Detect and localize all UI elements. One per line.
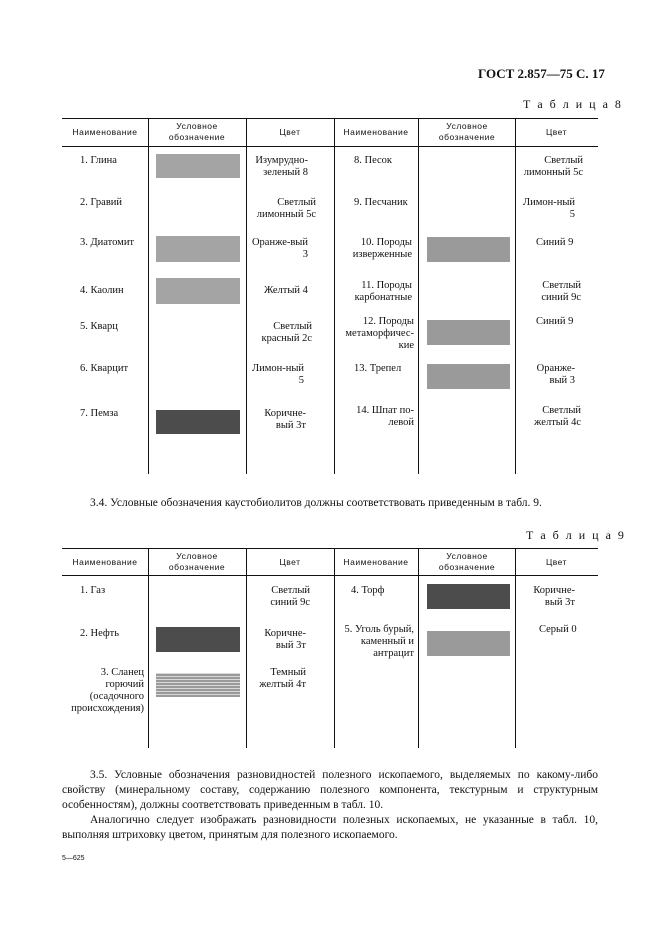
color-swatch <box>427 237 510 262</box>
table9-col-name: Наименование <box>343 557 409 567</box>
table8-row-color: Светлый синий 9с <box>541 280 581 303</box>
table9-caption: Т а б л и ц а 9 <box>526 528 626 542</box>
table8-col-symbol: Условное обозначение <box>168 121 226 142</box>
table9-divider <box>418 548 419 748</box>
table8-row-name: 5. Кварц <box>80 321 118 332</box>
table9-row-name: 2. Нефть <box>80 628 120 639</box>
color-swatch <box>156 410 240 434</box>
color-swatch <box>156 236 240 262</box>
table9-divider <box>148 548 149 748</box>
table8-col-color: Цвет <box>545 127 568 137</box>
color-swatch <box>427 584 510 609</box>
table8-row-name: 2. Гравий <box>80 197 123 208</box>
color-swatch <box>156 154 240 178</box>
footer-code: 5—625 <box>62 855 85 862</box>
table8-row-name: 8. Песок <box>354 155 393 166</box>
table8-row-color: Изумрудно-зеленый 8 <box>255 155 308 178</box>
table8-row-color: Светлый желтый 4с <box>534 405 581 428</box>
table8-row-name: 11. Породы карбонатные <box>354 280 412 303</box>
table9-col-color: Цвет <box>279 557 301 567</box>
table8-top-rule <box>62 118 598 119</box>
table8-row-name: 13. Трепел <box>354 363 402 374</box>
table8-caption: Т а б л и ц а 8 <box>523 97 623 111</box>
table9-row-color: Светлый синий 9с <box>270 585 310 608</box>
color-swatch <box>156 627 240 652</box>
table8-divider <box>418 118 419 474</box>
table8-row-name: 7. Пемза <box>80 408 119 419</box>
table8-row-name: 9. Песчаник <box>354 197 408 208</box>
table8-row-name: 3. Диатомит <box>80 237 135 248</box>
table9-col-symbol: Условное обозначение <box>438 551 496 572</box>
page-header-title: ГОСТ 2.857—75 С. 17 <box>478 66 605 81</box>
table8-divider <box>246 118 247 474</box>
table8-row-color: Коричне-вый 3т <box>264 408 306 431</box>
table8-divider <box>334 118 335 474</box>
table9-divider <box>334 548 335 748</box>
table8-row-color: Лимон-ный 5 <box>251 363 304 386</box>
table8-row-color: Лимон-ный 5 <box>522 197 575 220</box>
table8-row-color: Светлый красный 2с <box>261 321 312 344</box>
table9-row-color: Темный желтый 4т <box>259 667 306 690</box>
table9-row-name: 1. Газ <box>80 585 106 596</box>
table8-divider <box>148 118 149 474</box>
table8-row-color: Желтый 4 <box>264 285 308 296</box>
table9-divider <box>246 548 247 748</box>
color-swatch <box>427 320 510 345</box>
table9-divider <box>515 548 516 748</box>
table9-col-name: Наименование <box>72 557 138 567</box>
table9-top-rule <box>62 548 598 549</box>
paragraph-3-4: 3.4. Условные обозначения каустобиолитов должны соответствовать приведенным в табл. 9. <box>90 497 542 509</box>
table9-row-color: Серый 0 <box>539 624 577 635</box>
table8-col-name: Наименование <box>343 127 409 137</box>
table9-row-color: Коричне-вый 3т <box>264 628 306 651</box>
table9-row-name: 3. Сланец горючий (осадочного происхождения) <box>71 667 144 714</box>
table9-row-color: Коричне-вый 3т <box>533 585 575 608</box>
table8-row-color: Оранже-вый 3 <box>536 363 575 386</box>
table9-header-rule <box>62 575 598 576</box>
table8-row-color: Синий 9 <box>536 237 574 248</box>
table8-col-name: Наименование <box>72 127 138 137</box>
color-swatch <box>427 631 510 656</box>
table8-row-name: 6. Кварцит <box>80 363 129 374</box>
paragraph-3-5: 3.5. Условные обозначения разновидностей полезного ископаемого, выделяемых по какому-либо свойству (минеральному составу, содержанию полезного компонента, текстурным и структурным особенностям), должны соответствовать приведенным в табл. 10. <box>62 769 598 811</box>
table8-row-color: Оранже-вый 3 <box>251 237 308 260</box>
color-swatch <box>427 364 510 389</box>
table8-header-rule <box>62 146 598 147</box>
table9-col-symbol: Условное обозначение <box>168 551 226 572</box>
table8-row-color: Синий 9 <box>536 316 574 327</box>
table8-row-name: 4. Каолин <box>80 285 124 296</box>
table9-col-color: Цвет <box>545 557 568 567</box>
table8-row-name: 14. Шпат по-левой <box>356 405 414 428</box>
table9-row-name: 5. Уголь бурый, каменный и антрацит <box>344 624 414 659</box>
table8-row-name: 10. Породы изверженные <box>352 237 412 260</box>
color-swatch <box>156 278 240 304</box>
table8-row-name: 12. Породы метаморфичес-кие <box>345 316 414 351</box>
table8-col-color: Цвет <box>279 127 301 137</box>
table8-divider <box>515 118 516 474</box>
table8-row-name: 1. Глина <box>80 155 117 166</box>
table8-row-color: Светлый лимонный 5с <box>523 155 583 178</box>
table9-row-name: 4. Торф <box>351 585 385 596</box>
hatched-swatch <box>156 673 240 697</box>
paragraph-similar: Аналогично следует изображать разновидности полезных ископаемых, не указанные в табл. 10, выполняя штриховку цветом, принятым для полезного ископаемого. <box>62 814 598 841</box>
table8-row-color: Светлый лимонный 5с <box>256 197 316 220</box>
table8-col-symbol: Условное обозначение <box>438 121 496 142</box>
